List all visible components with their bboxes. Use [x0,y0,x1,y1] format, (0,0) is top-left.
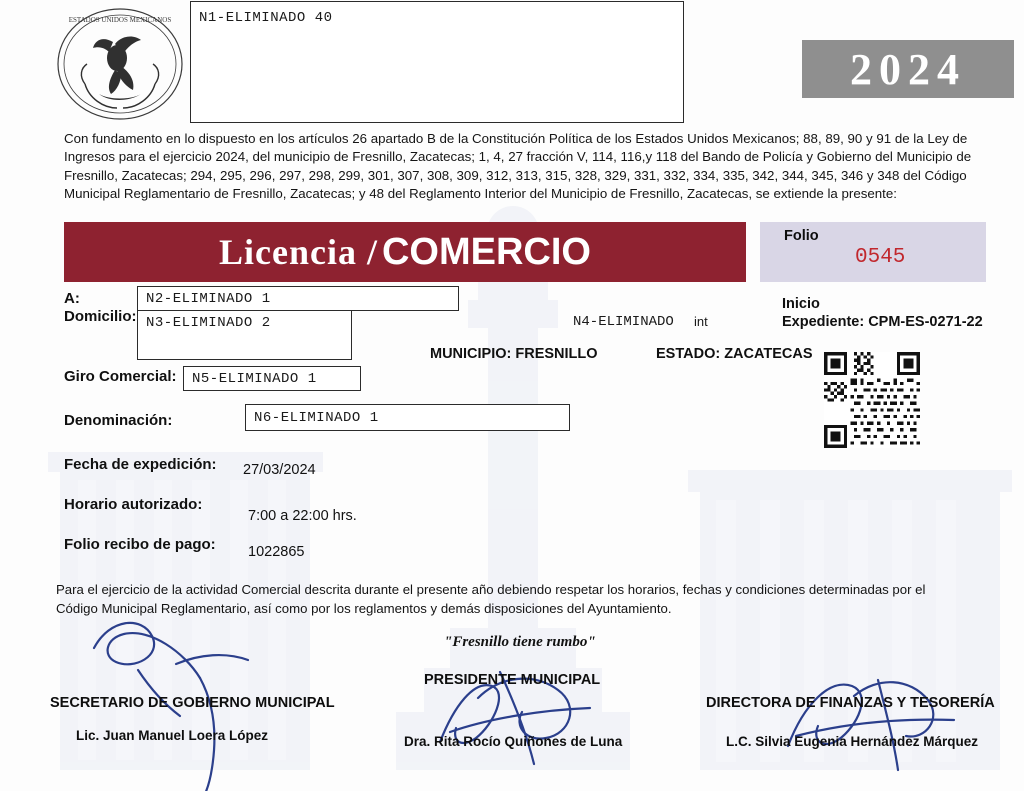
license-title-bar [64,222,746,282]
signature-name-tesoreria: L.C. Silvia Eugenia Hernández Márquez [726,734,979,749]
legal-paragraph-text: Con fundamento en lo dispuesto en los artículos 26 apartado B de la Constitución Política de los Estados Unidos Mexicanos; 88, 89, 90 y 91 de la Ley de Ingresos para el ejercicio 2024, del municipio de Fresnillo, Zacatecas; 1, 4, 27 fracción V, 114, 116,y 118 del Bando de Policía y Gobierno del Municipio de Fresnillo, Zacatecas; 294, 295, 296, 297, 298, 299, 301, 307, 308, 309, 312, 313, 315, 328, 329, 331, 332, 334, 335, 342, 344, 345, 346 y 348 del Código Municipal Reglamentario de Fresnillo, Zacatecas; y 48 del Reglamento Interior del Municipio de Fresnillo, Zacatecas, se extiende la presente: [64,131,972,202]
signature-title-secretario: SECRETARIO DE GOBIERNO MUNICIPAL [50,695,335,711]
label-giro-comercial: Giro Comercial: [64,368,177,385]
redaction-box-n1: N1-ELIMINADO 40 [190,1,684,123]
redaction-box-n6: N6-ELIMINADO 1 [245,404,570,431]
label-horario-autorizado: Horario autorizado: [64,496,203,513]
folio-recibo-value: 1022865 [248,544,305,560]
closing-paragraph: Para el ejercicio de la actividad Comercial descrita durante el presente año debiendo respetar los horarios, fechas y condiciones determinadas por el Código Municipal Reglamentario, así como por los reglamentos y demás disposiciones del Ayuntamiento. [56,582,926,616]
signature-ink-presidente [430,646,620,776]
label-a: A: [64,290,80,307]
redaction-text-n4: N4-ELIMINADO [573,314,674,330]
expediente-value: Expediente: CPM-ES-0271-22 [782,314,983,330]
motto-text: "Fresnillo tiene rumbo" [444,634,596,650]
title-comercio: COMERCIO [381,230,591,273]
signature-name-presidente: Dra. Rita Rocío Quiñones de Luna [404,734,623,749]
redaction-n4-suffix: int [694,314,708,329]
label-domicilio: Domicilio: [64,308,137,325]
qr-code [824,352,920,448]
signature-name-secretario: Lic. Juan Manuel Loera López [76,728,269,743]
legal-paragraph [64,130,986,204]
estado-value: ESTADO: ZACATECAS [656,346,813,362]
coat-of-arms-icon [55,6,185,126]
redaction-box-n5: N5-ELIMINADO 1 [183,366,361,391]
svg-text:ESTADOS UNIDOS MEXICANOS: ESTADOS UNIDOS MEXICANOS [68,16,172,24]
fecha-expedicion-value: 27/03/2024 [243,462,316,478]
horario-autorizado-value: 7:00 a 22:00 hrs. [248,508,357,524]
redaction-box-n2: N2-ELIMINADO 1 [137,286,459,311]
title-licencia: Licencia / [219,232,378,272]
municipio-value: MUNICIPIO: FRESNILLO [430,346,598,362]
signature-ink-tesoreria [770,660,980,780]
label-fecha-expedicion: Fecha de expedición: [64,456,217,473]
year-badge: 2024 [802,40,1014,98]
label-folio-recibo: Folio recibo de pago: [64,536,216,553]
folio-value: 0545 [855,246,906,269]
signature-title-tesoreria: DIRECTORA DE FINANZAS Y TESORERÍA [706,695,995,711]
inicio-label: Inicio [782,296,820,312]
signature-title-presidente: PRESIDENTE MUNICIPAL [424,672,601,688]
label-denominacion: Denominación: [64,412,173,429]
redaction-box-n3: N3-ELIMINADO 2 [137,310,352,360]
folio-label: Folio [784,228,819,244]
